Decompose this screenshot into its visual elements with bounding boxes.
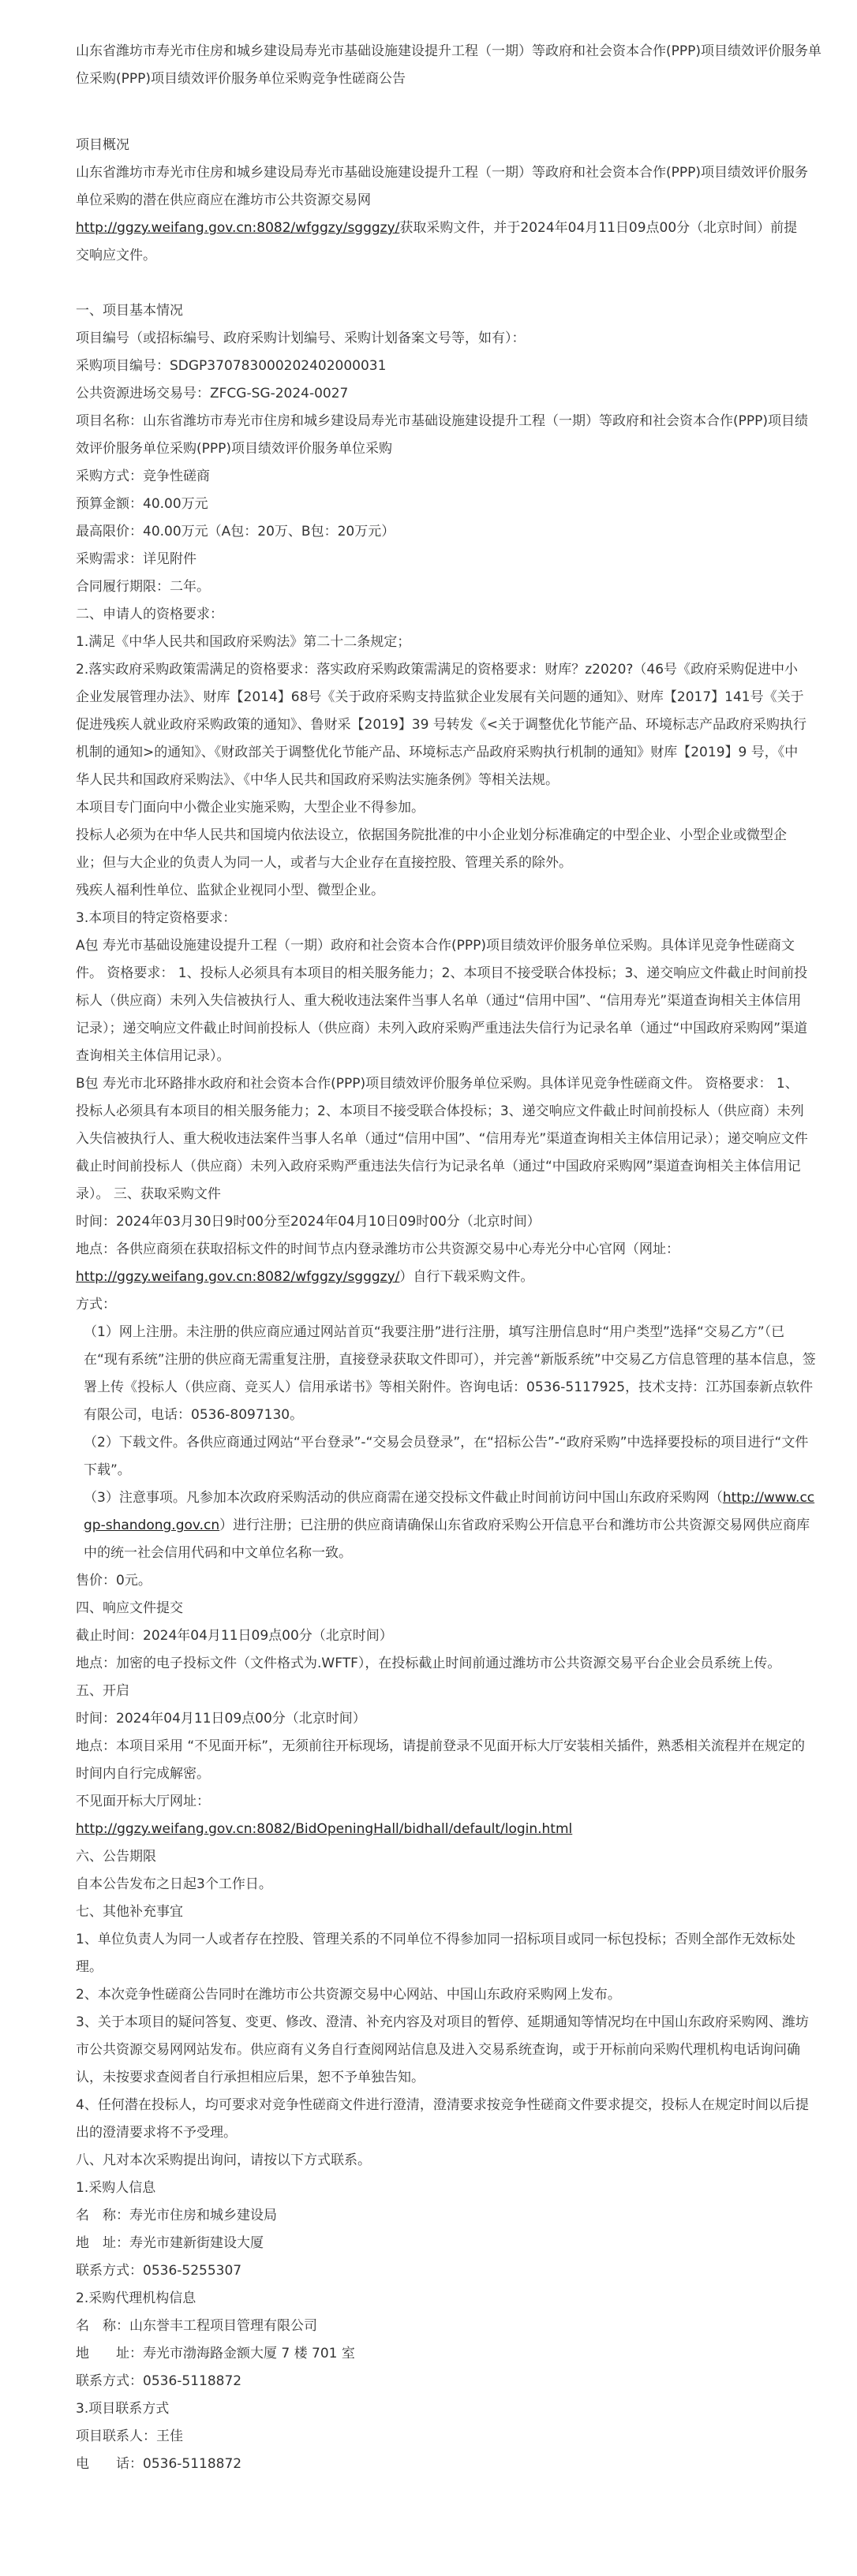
body-line: （1）网上注册。未注册的供应商应通过网站首页“我要注册”进行注册，填写注册信息时“用户类型”选择“交易乙方”（已在“现有系统”注册的供应商无需重复注册，直接登录获取文件即可），并完善“新版系统”中交易乙方信息管理的基本信息，签署上传《投标人（供应商、竞买人）信用承诺书》等相关附件。咨询电话：0536-5117925，技术支持：江苏国泰新点软件有限公司，电话：0536-8097130。 [84,1324,816,1423]
body-line: 2.落实政府采购政策需满足的资格要求：落实政府采购政策需满足的资格要求：财库？z2020?（46号《政府采购促进中小企业发展管理办法》、财库【2014】68号《关于政府采购支持监狱企业发展有关问题的通知》、财库【2017】141号《关于促进残疾人就业政府采购政策的通知》、鲁财采【2019】39 号转发《<关于调整优化节能产品、环境标志产品政府采购执行机制的通知>的通知》、《财政部关于调整优化节能产品、环境标志产品政府采购执行机制的通知》财库【2019】9 号，《中华人民共和国政府采购法》、《中华人民共和国政府采购法实施条例》等相关法规。 [76,662,807,788]
body-line: 4、任何潜在投标人，均可要求对竞争性磋商文件进行澄清，澄清要求按竞争性磋商文件要求提交，投标人在规定时间以后提出的澄清要求将不予受理。 [76,2097,809,2141]
body-line: 预算金额：40.00万元 [76,496,208,512]
url-link[interactable]: http://ggzy.weifang.gov.cn:8082/wfggzy/sgggzy/ [76,220,400,236]
body-line: 六、公告期限 [76,1849,156,1865]
body-line: 时间：2024年03月30日9时00分至2024年04月10日09时00分（北京时间） [76,1214,541,1230]
body-line [76,1264,810,1291]
body-line: 项目编号（或招标编号、政府采购计划编号、采购计划备案文号等，如有）： [76,330,526,346]
announcement-title: 山东省潍坊市寿光市住房和城乡建设局寿光市基础设施建设提升工程（一期）等政府和社会资本合作(PPP)项目绩效评价服务单位采购(PPP)项目绩效评价服务单位采购竞争性磋商公告 [76,43,822,87]
url-link[interactable]: http://ggzy.weifang.gov.cn:8082/wfggzy/sgggzy/ [76,1269,400,1285]
body-line: 时间：2024年04月11日09点00分（北京时间） [76,1711,366,1727]
body-line: 地 址：寿光市建新街建设大厦 [76,2235,264,2251]
body-line: 采购方式：竞争性磋商 [76,469,210,484]
body-line: 地点：各供应商须在获取招标文件的时间节点内登录潍坊市公共资源交易中心寿光分中心官网（网址： [76,1241,679,1257]
body-line: 一、项目基本情况 [76,303,183,319]
body-line: 投标人必须为在中华人民共和国境内依法设立，依据国务院批准的中小企业划分标准确定的中型企业、小型企业或微型企业；但与大企业的负责人为同一人，或者与大企业存在直接控股、管理关系的除外。 [76,827,787,871]
body-line: 地 址：寿光市渤海路金额大厦 7 楼 701 室 [76,2346,355,2361]
body-line: 3.项目联系方式 [76,2401,170,2417]
body-line: 2、本次竞争性磋商公告同时在潍坊市公共资源交易中心网站、中国山东政府采购网上发布。 [76,1987,621,2003]
line-text: （3）注意事项。凡参加本次政府采购活动的供应商需在递交投标文件截止时间前访问中国山东政府采购网（ [84,1490,723,1506]
body-line: 地点：本项目采用 “不见面开标”，无须前往开标现场，请提前登录不见面开标大厅安装相关插件，熟悉相关流程并在规定的时间内自行完成解密。 [76,1738,806,1782]
body-line: B包 寿光市北环路排水政府和社会资本合作(PPP)项目绩效评价服务单位采购。具体详见竞争性磋商文件。 资格要求： 1、投标人必须具有本项目的相关服务能力；2、本项目不接受联合体投标；3、递交响应文件截止时间前投标人（供应商）未列入失信被执行人、重大税收违法案件当事人名单（通过“信用中国”、“信用寿光”渠道查询相关主体信用记录）；递交响应文件截止时间前投标人（供应商）未列入政府采购严重违法失信行为记录名单（通过“中国政府采购网”渠道查询相关主体信用记录）。 三、获取采购文件 [76,1076,808,1202]
body-line: A包 寿光市基础设施建设提升工程（一期）政府和社会资本合作(PPP)项目绩效评价服务单位采购。具体详见竞争性磋商文件。 资格要求： 1、投标人必须具有本项目的相关服务能力；2、本项目不接受联合体投标；3、递交响应文件截止时间前投标人（供应商）未列入失信被执行人、重大税收违法案件当事人名单（通过“信用中国”、“信用寿光”渠道查询相关主体信用记录）；递交响应文件截止时间前投标人（供应商）未列入政府采购严重违法失信行为记录名单（通过“中国政府采购网”渠道查询相关主体信用记录）。 [76,938,808,1064]
line-text: ）进行注册；已注册的供应商请确保山东省政府采购公开信息平台和潍坊市公共资源交易网供应商库中的统一社会信用代码和中文单位名称一致。 [84,1518,810,1561]
body-line: 本项目专门面向中小微企业实施采购，大型企业不得参加。 [76,800,425,816]
body-line: 二、申请人的资格要求： [76,607,223,622]
body-line: 最高限价：40.00万元（A包：20万、B包：20万元） [76,524,395,539]
body-line: 四、响应文件提交 [76,1600,183,1616]
body-line: 山东省潍坊市寿光市住房和城乡建设局寿光市基础设施建设提升工程（一期）等政府和社会资本合作(PPP)项目绩效评价服务单位采购的潜在供应商应在潍坊市公共资源交易网 [76,165,809,208]
body-line: 3、关于本项目的疑问答复、变更、修改、澄清、补充内容及对项目的暂停、延期通知等情况均在中国山东政府采购网、潍坊市公共资源交易网网站发布。供应商有义务自行查阅网站信息及进入交易系统查询，或于开标前向采购代理机构电话询问确认，未按要求查阅者自行承担相应后果，恕不予单独告知。 [76,2014,809,2085]
body-line: 项目联系人：王佳 [76,2429,183,2444]
body-line: 自本公告发布之日起3个工作日。 [76,1876,272,1892]
body-line: 残疾人福利性单位、监狱企业视同小型、微型企业。 [76,883,384,898]
url-link[interactable]: http://ggzy.weifang.gov.cn:8082/BidOpeningHall/bidhall/default/login.html [76,1821,573,1837]
body-line: 联系方式：0536-5118872 [76,2373,242,2389]
line-text: 获取采购文件，并于2024年04月11日09点00分（北京时间）前提交响应文件。 [76,220,798,263]
url-link[interactable]: http://www.ccgp-shandong.gov.cn [84,1490,815,1533]
body-line [76,1816,810,1843]
body-line: 名 称：山东誉丰工程项目管理有限公司 [76,2318,317,2334]
body-line: 五、开启 [76,1683,129,1699]
body-line: 1.采购人信息 [76,2180,156,2196]
body-line: 电 话：0536-5118872 [76,2456,242,2472]
line-text: ）自行下载采购文件。 [399,1269,534,1285]
body-line: 方式： [76,1297,116,1312]
body-line: 1.满足《中华人民共和国政府采购法》第二十二条规定； [76,634,411,650]
body-line: 公共资源进场交易号：ZFCG-SG-2024-0027 [76,386,349,401]
body-line: 采购需求：详见附件 [76,551,196,567]
body-line: 售价：0元。 [76,1573,152,1589]
body-line [76,1484,818,1567]
announcement-body [76,104,825,2478]
body-line: 八、凡对本次采购提出询问，请按以下方式联系。 [76,2152,371,2168]
body-line: 联系方式：0536-5255307 [76,2263,242,2279]
body-line: 项目名称：山东省潍坊市寿光市住房和城乡建设局寿光市基础设施建设提升工程（一期）等政府和社会资本合作(PPP)项目绩效评价服务单位采购(PPP)项目绩效评价服务单位采购 [76,413,809,457]
body-line: 截止时间：2024年04月11日09点00分（北京时间） [76,1628,393,1644]
body-line: 地点：加密的电子投标文件（文件格式为.WFTF），在投标截止时间前通过潍坊市公共资源交易平台企业会员系统上传。 [76,1656,781,1671]
body-line: 名 称：寿光市住房和城乡建设局 [76,2208,277,2223]
body-line [76,215,810,270]
body-line: 采购项目编号：SDGP370783000202402000031 [76,358,387,374]
body-line: 合同履行期限：二年。 [76,579,210,595]
body-line: 项目概况 [76,137,129,153]
body-line: （2）下载文件。各供应商通过网站“平台登录”-“交易会员登录”，在“招标公告”-“政府采购”中选择要投标的项目进行“文件下载”。 [84,1435,809,1478]
body-line: 2.采购代理机构信息 [76,2290,196,2306]
body-line: 1、单位负责人为同一人或者存在控股、管理关系的不同单位不得参加同一招标项目或同一标包投标；否则全部作无效标处理。 [76,1932,795,1975]
body-line: 不见面开标大厅网址： [76,1794,210,1809]
body-line [76,270,810,297]
body-line [76,104,810,132]
body-line: 七、其他补充事宜 [76,1904,183,1920]
body-line: 3.本项目的特定资格要求： [76,910,237,926]
